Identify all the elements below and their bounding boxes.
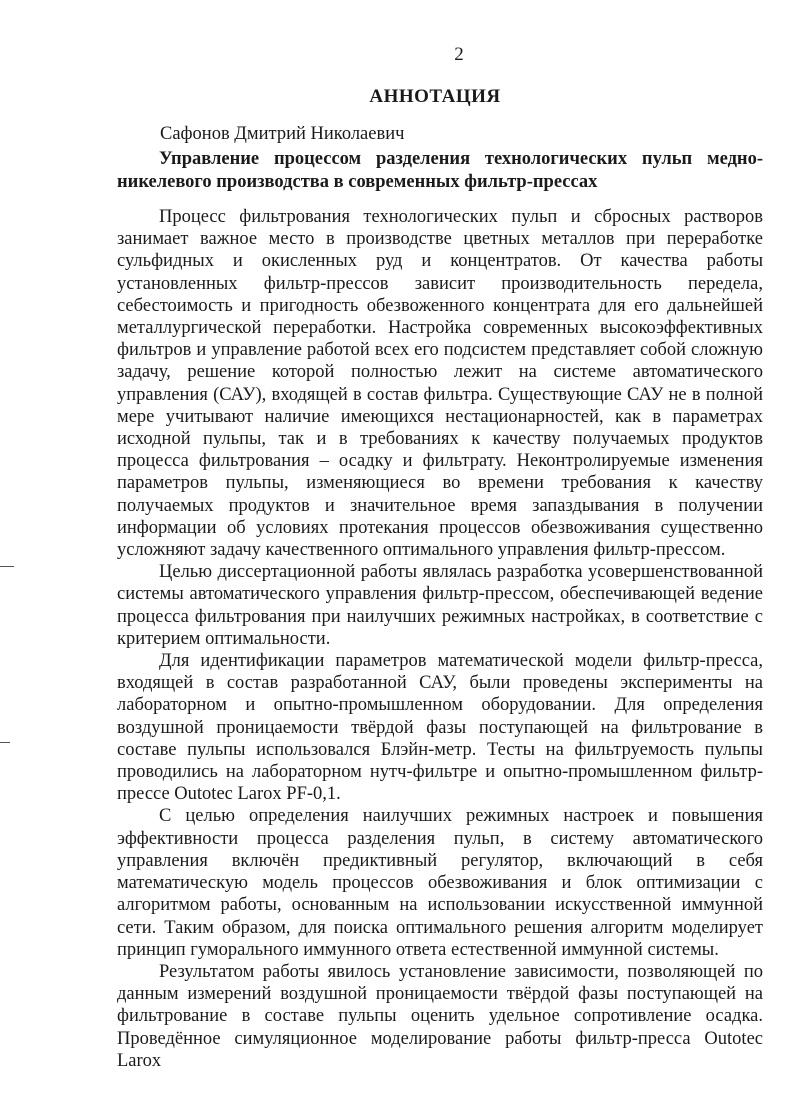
scan-margin-mark [0, 742, 10, 743]
annotation-body [117, 206, 763, 1072]
page-number: 2 [454, 44, 464, 65]
paragraph-5: Результатом работы явилось установление зависимости, позволяющей по данным измерений воздушной проницаемости твёрдой фазы поступающей на фильтрование в составе пульпы оценить удельное сопротивление осадка. Проведённое симуляционное моделирование работы фильтр-пресса Outotec Larox [117, 961, 763, 1071]
paragraph-3: Для идентификации параметров математической модели фильтр-пресса, входящей в состав разработанной САУ, были проведены эксперименты на лабораторном и опытно-промышленном оборудовании. Для определения воздушной проницаемости твёрдой фазы поступающей на фильтрование в составе пульпы использовался Блэйн-метр. Тесты на фильтруемость пульпы проводились на лабораторном нутч-фильтре и опытно-промышленном фильтр-прессе Outotec Larox PF-0,1. [117, 651, 763, 805]
page-heading: АННОТАЦИЯ [369, 86, 501, 107]
paragraph-1: Процесс фильтрования технологических пульп и сбросных растворов занимает важное место в производстве цветных металлов при переработке сульфидных и окисленных руд и концентратов. От качества работы установленных фильтр-прессов зависит производительность передела, себестоимость и пригодность обезвоженного концентрата для его дальнейшей металлургической переработки. Настройка современных высокоэффективных фильтров и управление работой всех его подсистем представляет собой сложную задачу, решение которой полностью лежит на системе автоматического управления (САУ), входящей в состав фильтра. Существующие САУ не в полной мере учитывают наличие имеющихся нестационарностей, как в параметрах исходной пульпы, так и в требованиях к качеству получаемых продуктов процесса фильтрования – осадку и фильтрату. Неконтролируемые изменения параметров пульпы, изменяющиеся во времени требования к качеству получаемых продуктов и значительное время запаздывания в получении информации об условиях протекания процессов обезвоживания существенно усложняют задачу качественного оптимального управления фильтр-прессом. [117, 207, 763, 561]
author-name: Сафонов Дмитрий Николаевич [160, 124, 405, 144]
paragraph-2: Целью диссертационной работы являлась разработка усовершенствованной системы автоматического управления фильтр-прессом, обеспечивающей ведение процесса фильтрования при наилучших режимных настройках, в соответствие с критерием оптимальности. [117, 562, 763, 649]
scan-margin-mark [0, 566, 14, 567]
paragraph-4: С целью определения наилучших режимных настроек и повышения эффективности процесса разделения пульп, в систему автоматического управления включён предиктивный регулятор, включающий в себя математическую модель процессов обезвоживания и блок оптимизации с алгоритмом работы, основанным на использовании искусственной иммунной сети. Таким образом, для поиска оптимального решения алгоритм моделирует принцип гуморального иммунного ответа естественной иммунной системы. [117, 806, 763, 960]
document-title: Управление процессом разделения технологических пульп медно-никелевого производства в современных фильтр-прессах [117, 149, 763, 192]
